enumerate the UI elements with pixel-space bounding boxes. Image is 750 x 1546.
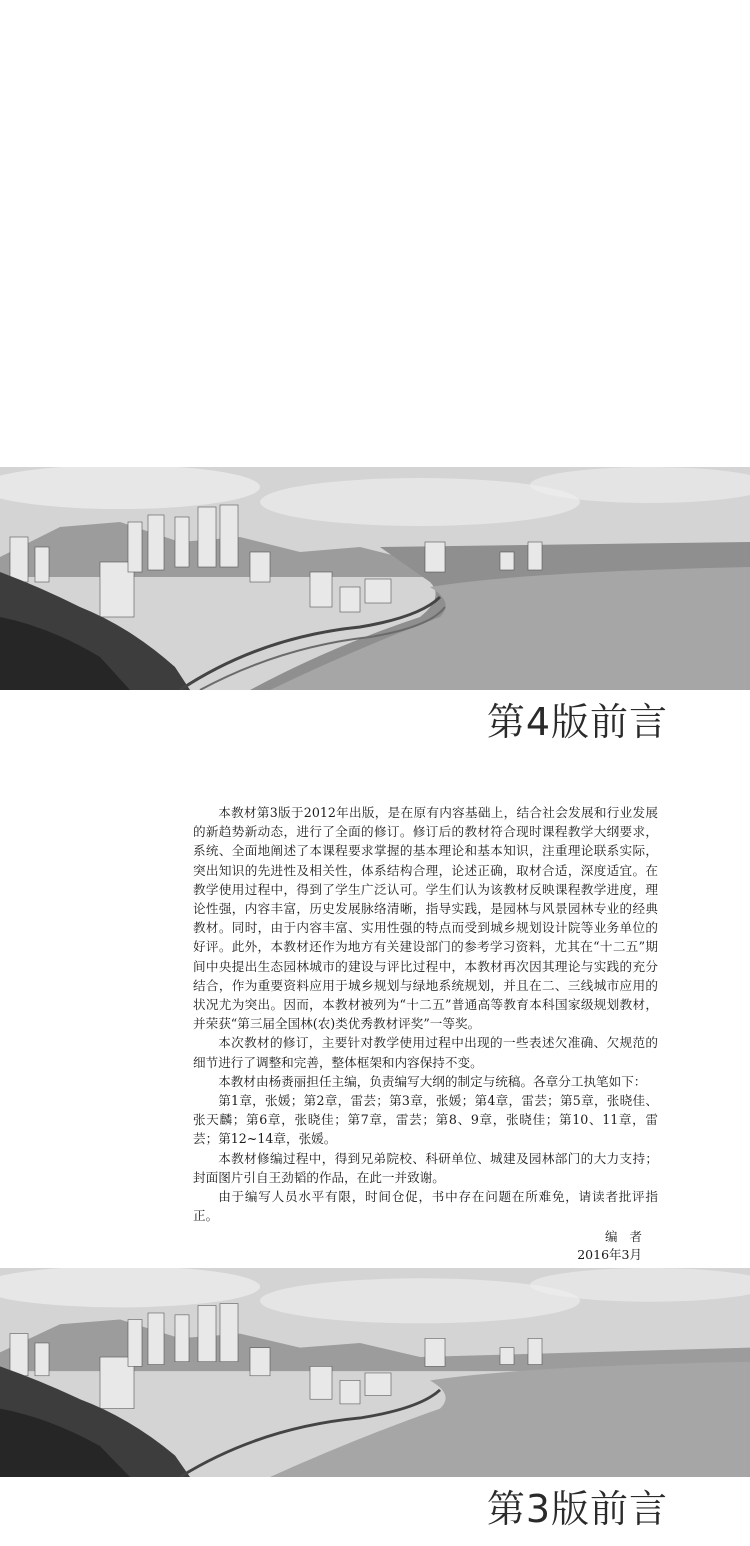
preface-4-title: 第4版前言: [486, 700, 668, 744]
city-panorama-illustration: [0, 1268, 750, 1477]
coastal-city-banner-image: [0, 467, 750, 690]
preface-3-title: 第3版前言: [486, 1487, 668, 1531]
paragraph: 本次教材的修订，主要针对教学使用过程中出现的一些表述欠准确、欠规范的细节进行了调整和完善，整体框架和内容保持不变。: [193, 1035, 658, 1070]
paragraph: 本教材由杨赉丽担任主编，负责编写大纲的制定与统稿。各章分工执笔如下：: [218, 1073, 647, 1089]
coastal-city-banner-image: [0, 1268, 750, 1477]
paragraph: 由于编写人员水平有限，时间仓促，书中存在问题在所难免，请读者批评指正。: [193, 1189, 658, 1224]
paragraph: 本教材第3版于2012年出版，是在原有内容基础上，结合社会发展和行业发展的新趋势新动态，进行了全面的修订。修订后的教材符合现时课程教学大纲要求，系统、全面地阐述了本课程要求掌握的基本理论和基本知识，注重理论联系实际，突出知识的先进性及相关性，体系结构合理，论述正确，取材合适，深度适宜。在教学使用过程中，得到了学生广泛认可。学生们认为该教材反映课程教学进度，理论性强，内容丰富，历史发展脉络清晰，指导实践，是园林与风景园林专业的经典教材。同时，由于内容丰富、实用性强的特点而受到城乡规划设计院等业务单位的好评。此外，本教材还作为地方有关建设部门的参考学习资料，尤其在“十二五”期间中央提出生态园林城市的建设与评比过程中，本教材再次因其理论与实践的充分结合，作为重要资料应用于城乡规划与绿地系统规划，并且在二、三线城市应用的状况尤为突出。因而，本教材被列为“十二五”普通高等教育本科国家级规划教材，并荣获“第三届全国林(农)类优秀教材评奖”一等奖。: [193, 805, 658, 1032]
paragraph: 第1章，张媛；第2章，雷芸；第3章，张媛；第4章，雷芸；第5章，张晓佳、张天麟；第6章，张晓佳；第7章，雷芸；第8、9章，张晓佳；第10、11章，雷芸；第12~14章，张媛。: [193, 1093, 658, 1147]
paragraph: 本教材修编过程中，得到兄弟院校、科研单位、城建及园林部门的大力支持；封面图片引自王劲韬的作品，在此一并致谢。: [193, 1150, 658, 1185]
author-signature: 编者: [604, 1229, 654, 1244]
preface-date: 2016年3月: [577, 1247, 642, 1262]
city-panorama-illustration: [0, 467, 750, 690]
preface-body: [193, 803, 658, 1225]
